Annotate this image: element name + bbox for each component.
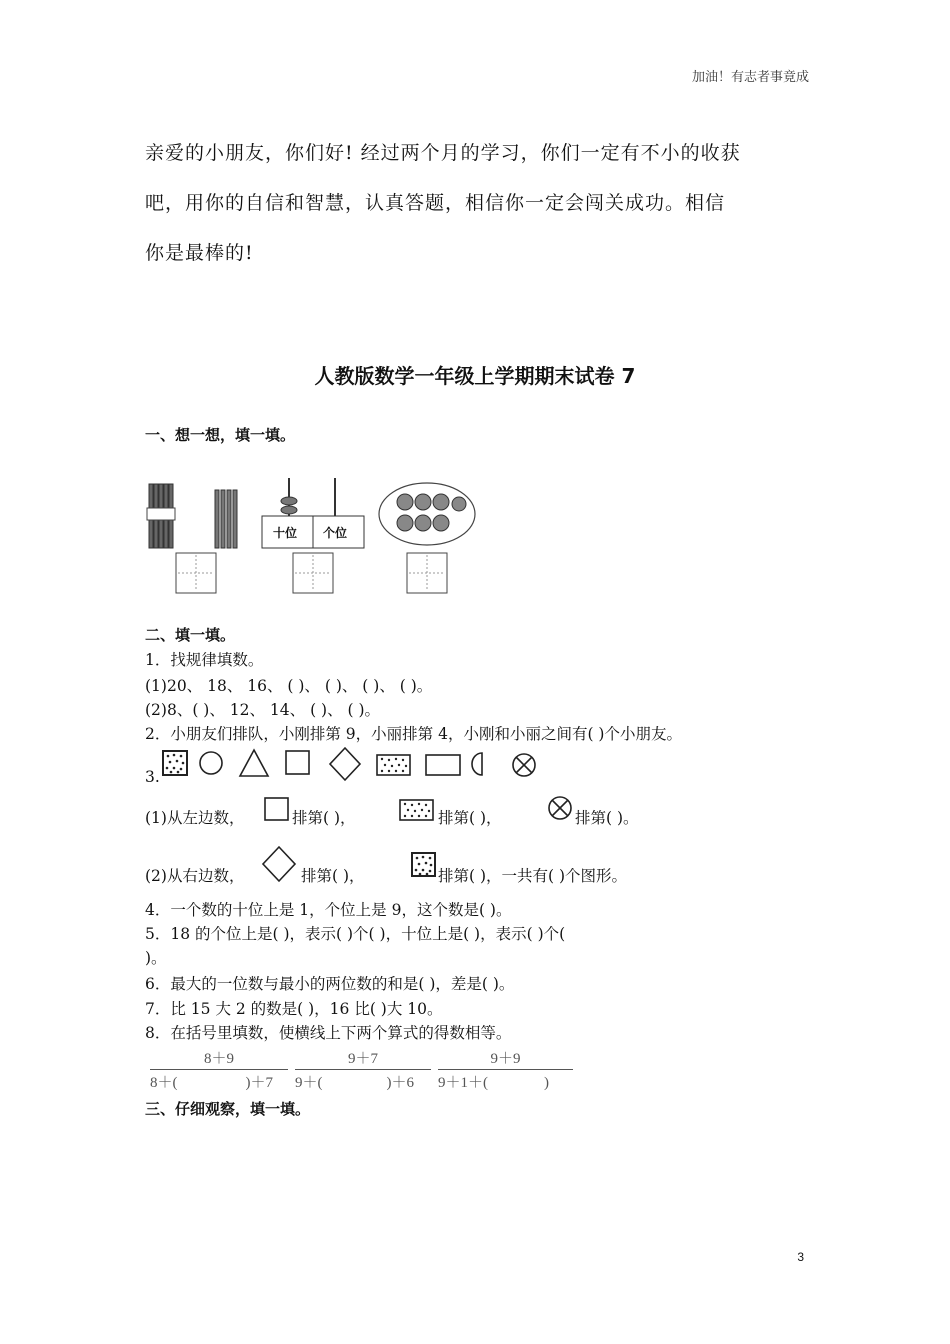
abacus-figure bbox=[261, 478, 366, 596]
abacus-tens-label: 十位 bbox=[273, 526, 298, 540]
header-motto: 加油！有志者事竟成 bbox=[691, 70, 809, 85]
fraction-3-top: 9＋9 bbox=[490, 1051, 521, 1067]
fraction-1-top: 8＋9 bbox=[203, 1051, 234, 1067]
intro-line-2: 吧，用你的自信和智慧，认真答题，相信你一定会闯关成功。相信 bbox=[145, 192, 726, 214]
question-4: 4．一个数的十位上是 1，个位上是 9，这个数是( )。 bbox=[145, 901, 512, 919]
crossed-circle-icon bbox=[546, 794, 574, 822]
question-5-continued: )。 bbox=[145, 949, 167, 967]
fraction-1-bottom-right: )＋7 bbox=[245, 1075, 273, 1091]
diamond-icon bbox=[259, 844, 299, 884]
question-3-2-prefix: (2)从右边数， bbox=[145, 867, 245, 885]
apples-figure bbox=[378, 482, 478, 596]
shapes-row bbox=[160, 746, 540, 782]
question-3-1-prefix: (1)从左边数， bbox=[145, 809, 245, 827]
section-2-heading: 二、填一填。 bbox=[145, 626, 236, 644]
question-2: 2．小朋友们排队，小刚排第 9，小丽排第 4，小刚和小丽之间有( )个小朋友。 bbox=[145, 725, 682, 743]
fraction-2-bottom-right: )＋6 bbox=[386, 1075, 414, 1091]
question-1-2: (2)8、( )、 12、 14、 ( )、 ( )。 bbox=[145, 701, 381, 719]
fraction-1 bbox=[150, 1047, 288, 1092]
question-3-1-rectangle-answer: 排第( )， bbox=[438, 809, 502, 827]
fraction-2-top: 9＋7 bbox=[347, 1051, 378, 1067]
fraction-2 bbox=[295, 1047, 431, 1092]
question-3-2-diamond-answer: 排第( )， bbox=[301, 867, 365, 885]
intro-line-1: 亲爱的小朋友，你们好! 经过两个月的学习，你们一定有不小的收获 bbox=[145, 142, 741, 164]
page-number: 3 bbox=[797, 1250, 804, 1264]
question-3-label: 3. bbox=[145, 768, 160, 786]
question-6: 6．最大的一位数与最小的两位数的和是( )，差是( )。 bbox=[145, 975, 515, 993]
question-3-1-circle-answer: 排第( )。 bbox=[575, 809, 639, 827]
question-1: 1．找规律填数。 bbox=[145, 651, 264, 669]
sticks-figure bbox=[145, 478, 255, 596]
dotted-square-icon bbox=[410, 851, 438, 879]
question-7: 7．比 15 大 2 的数是( )，16 比( )大 10。 bbox=[145, 1000, 443, 1018]
question-8: 8．在括号里填数，使横线上下两个算式的得数相等。 bbox=[145, 1024, 512, 1042]
fraction-3 bbox=[438, 1047, 573, 1092]
fraction-2-bottom-left: 9＋( bbox=[295, 1075, 323, 1091]
intro-line-3: 你是最棒的! bbox=[145, 242, 254, 264]
question-5: 5．18 的个位上是( )，表示( )个( )，十位上是( )，表示( )个( bbox=[145, 925, 566, 943]
fraction-1-bottom-left: 8＋( bbox=[150, 1075, 178, 1091]
page-title: 人教版数学一年级上学期期末试卷 7 bbox=[314, 364, 636, 388]
question-3-1-square-answer: 排第( )， bbox=[292, 809, 356, 827]
fraction-3-bottom-left: 9＋1＋( bbox=[438, 1075, 488, 1091]
abacus-ones-label: 个位 bbox=[323, 526, 348, 540]
dotted-rectangle-icon bbox=[398, 798, 436, 822]
section-1-heading: 一、想一想，填一填。 bbox=[145, 426, 296, 444]
question-3-2-square-answer: 排第( )，一共有( )个图形。 bbox=[438, 867, 628, 885]
question-1-1: (1)20、 18、 16、 ( )、 ( )、 ( )、 ( )。 bbox=[145, 677, 433, 695]
fraction-3-bottom-right: ) bbox=[544, 1075, 549, 1091]
section-3-heading: 三、仔细观察，填一填。 bbox=[145, 1100, 311, 1118]
square-icon bbox=[263, 795, 291, 823]
